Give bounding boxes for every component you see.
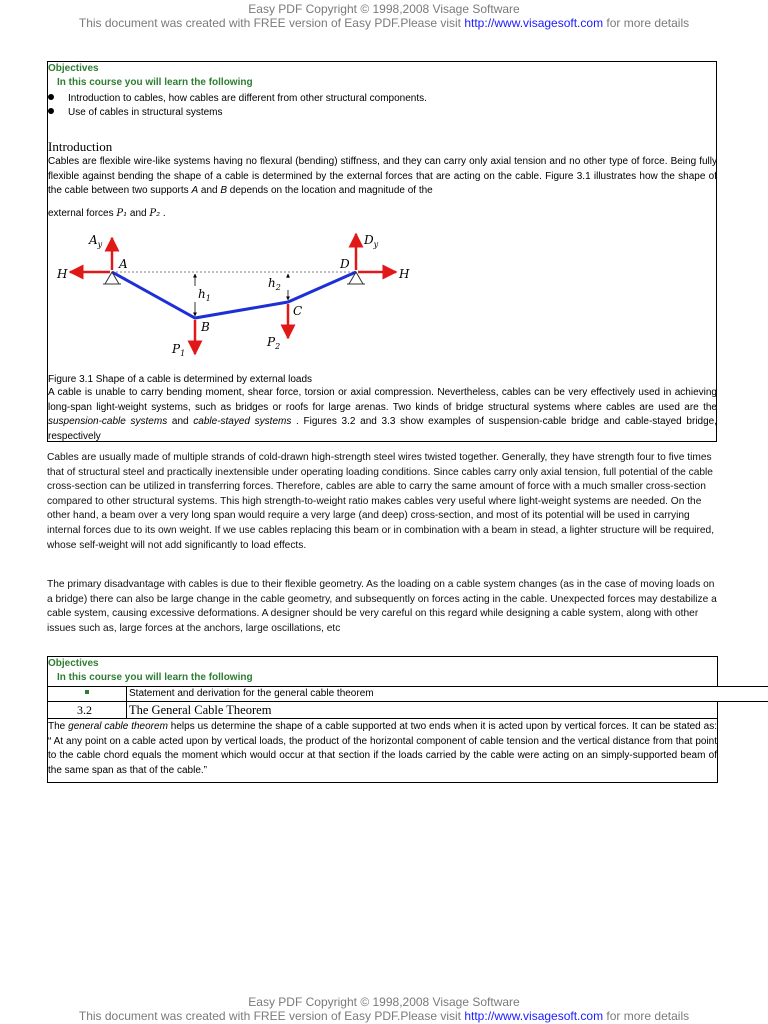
section-heading-introduction: Introduction <box>48 139 113 154</box>
section2-top-border <box>47 656 718 657</box>
intro-point-b: B <box>220 185 228 196</box>
cable-disadvantage-paragraph: The primary disadvantage with cables is due to their flexible geometry. As the loading on a cable system changes (as in the case of moving loads on a bridge) there can also be large change in the cable geometry, and subsequently on forces acting in the cable. Unexpected forces may destabilize a cable system, causing excessive deformations. A designer should be very careful on this regard while designing a cable system, along with other issues such as, large forces at the anchors, large oscillations, etc <box>47 579 717 634</box>
section2-row-border <box>47 701 768 702</box>
bullet-icon <box>48 108 54 114</box>
objectives-subtitle: In this course you will learn the following <box>57 77 253 88</box>
section2-row-border <box>47 718 718 719</box>
cable-strength-paragraph: Cables are usually made of multiple strands of cold-drawn high-strength steel wires twisted together. Generally, they have strength four to five times that of structural steel and practically inextensible under operating loading conditions. Since cables carry only axial tension, full potential of the cable cross-section can be utilized in transferring forces. Therefore, cables are able to carry the same amount of force with a much smaller cross-section compared to other structural systems. This high strength-to-weight ratio makes cables very useful where light-weight systems are needed. On the other hand, a beam over a very long span would require a very large (and deep) cross-section, and most of its potential will be used in carrying internal forces due to its own weight. If we use cables replacing this beam or in combination with a beam in stead, a lighter structure will be required, whose self-weight will not add significantly to load effects. <box>47 452 715 551</box>
cable-figure <box>48 226 428 366</box>
para-text: helps us determine the shape of a cable supported at two ends when it is acted upon by vertical forces. It can be stated as: “ At any point on a cable acted upon by vertical loads, the product of the horizontal component of cable tension and the vertical distance from that point to the cable chord equals the moment which would occur at that section if the loads carried by the cable were acting on an simply-supported beam of the same span as that of the cable.” <box>48 721 717 776</box>
watermark-link[interactable]: http://www.visagesoft.com <box>464 1009 604 1023</box>
force-p1-symbol: P₁ <box>116 208 128 219</box>
intro-paragraph <box>48 155 717 199</box>
objectives-heading-2: Objectives <box>48 658 99 669</box>
watermark-copyright: Easy PDF Copyright © 1998,2008 Visage Software <box>248 995 520 1009</box>
term-general-cable-theorem: general cable theorem <box>68 721 168 732</box>
bullet-icon <box>48 94 54 100</box>
label-dy: $D_y$ <box>364 233 379 249</box>
cable-use-paragraph <box>48 386 717 444</box>
term-cable-stayed: cable-stayed systems <box>193 416 292 427</box>
bullet-square-icon <box>85 690 89 694</box>
label-d: D <box>340 257 350 271</box>
intro-text: and <box>198 185 221 196</box>
label-h-right: H <box>399 267 410 281</box>
intro-point-a: A <box>191 185 199 196</box>
intro-text: and <box>127 208 150 219</box>
intro-paragraph-forces <box>48 207 717 222</box>
objective-bullet-text: Use of cables in structural systems <box>68 107 223 118</box>
force-p2-symbol: P₂ <box>149 208 161 219</box>
objectives-heading: Objectives <box>48 63 99 74</box>
objective-bullet <box>48 92 427 105</box>
label-a: A <box>119 257 128 271</box>
para-text: . Figures 3.2 and 3.3 show examples of suspension-cable bridge and cable-stayed bridge, respectively <box>48 416 718 442</box>
watermark-bottom <box>0 995 768 1023</box>
watermark-notice <box>0 1009 768 1023</box>
section-title: The General Cable Theorem <box>129 703 272 717</box>
cable-theorem-paragraph <box>48 720 717 778</box>
cable-line <box>112 272 356 318</box>
watermark-link[interactable]: http://www.visagesoft.com <box>464 16 604 30</box>
label-ay: $A_y$ <box>89 233 103 249</box>
label-p1: $P_1$ <box>172 342 186 358</box>
watermark-notice-text: This document was created with FREE version of Easy PDF.Please visit <box>78 16 465 30</box>
label-b: B <box>201 320 210 334</box>
intro-text: depends on the location and magnitude of the <box>227 185 433 196</box>
objective-bullet-text-2: Statement and derivation for the general cable theorem <box>129 688 374 699</box>
objective-bullet <box>48 106 223 119</box>
intro-text: . <box>160 208 166 219</box>
label-h-left: H <box>57 267 68 281</box>
watermark-notice-tail: for more details <box>603 16 690 30</box>
watermark-copyright: Easy PDF Copyright © 1998,2008 Visage Software <box>248 2 520 16</box>
para-text: and <box>167 416 194 427</box>
label-c: C <box>293 304 303 318</box>
section2-right-border <box>717 701 718 783</box>
para-text: The <box>48 721 69 732</box>
term-suspension-cable: suspension-cable systems <box>48 416 168 427</box>
section2-right-border-top <box>717 656 718 686</box>
watermark-notice-tail: for more details <box>603 1009 690 1023</box>
label-h2: $h_2$ <box>268 276 281 292</box>
watermark-notice <box>0 16 768 30</box>
objectives-subtitle-2: In this course you will learn the following <box>57 672 253 683</box>
figure-caption: Figure 3.1 Shape of a cable is determined by external loads <box>48 374 313 385</box>
intro-text: Cables are flexible wire-like systems having no flexural (bending) stiffness, and they can carry only axial tension and no other type of force. Being fully flexible against bending the shape of a cable is determined by the external forces that are acting on the cable. Figure 3.1 illustrates how the shape of the cable between two supports <box>48 156 717 196</box>
section2-col-divider <box>126 686 127 718</box>
objective-bullet-text: Introduction to cables, how cables are different from other structural components. <box>68 93 427 104</box>
watermark-notice-text: This document was created with FREE version of Easy PDF.Please visit <box>78 1009 465 1023</box>
label-h1: $h_1$ <box>198 287 211 303</box>
watermark-top <box>0 2 768 30</box>
label-p2: $P_2$ <box>267 335 281 351</box>
section2-bottom-border <box>47 782 718 783</box>
section-number: 3.2 <box>77 703 92 717</box>
intro-text: external forces <box>48 208 117 219</box>
para-text: A cable is unable to carry bending moment, shear force, torsion or axial compression. Nevertheless, cables can be very effectively used in achieving long-span light-weight systems, such as bridges or roofs for large arenas. Two kinds of bridge structural systems where cables are used are the <box>48 387 717 413</box>
